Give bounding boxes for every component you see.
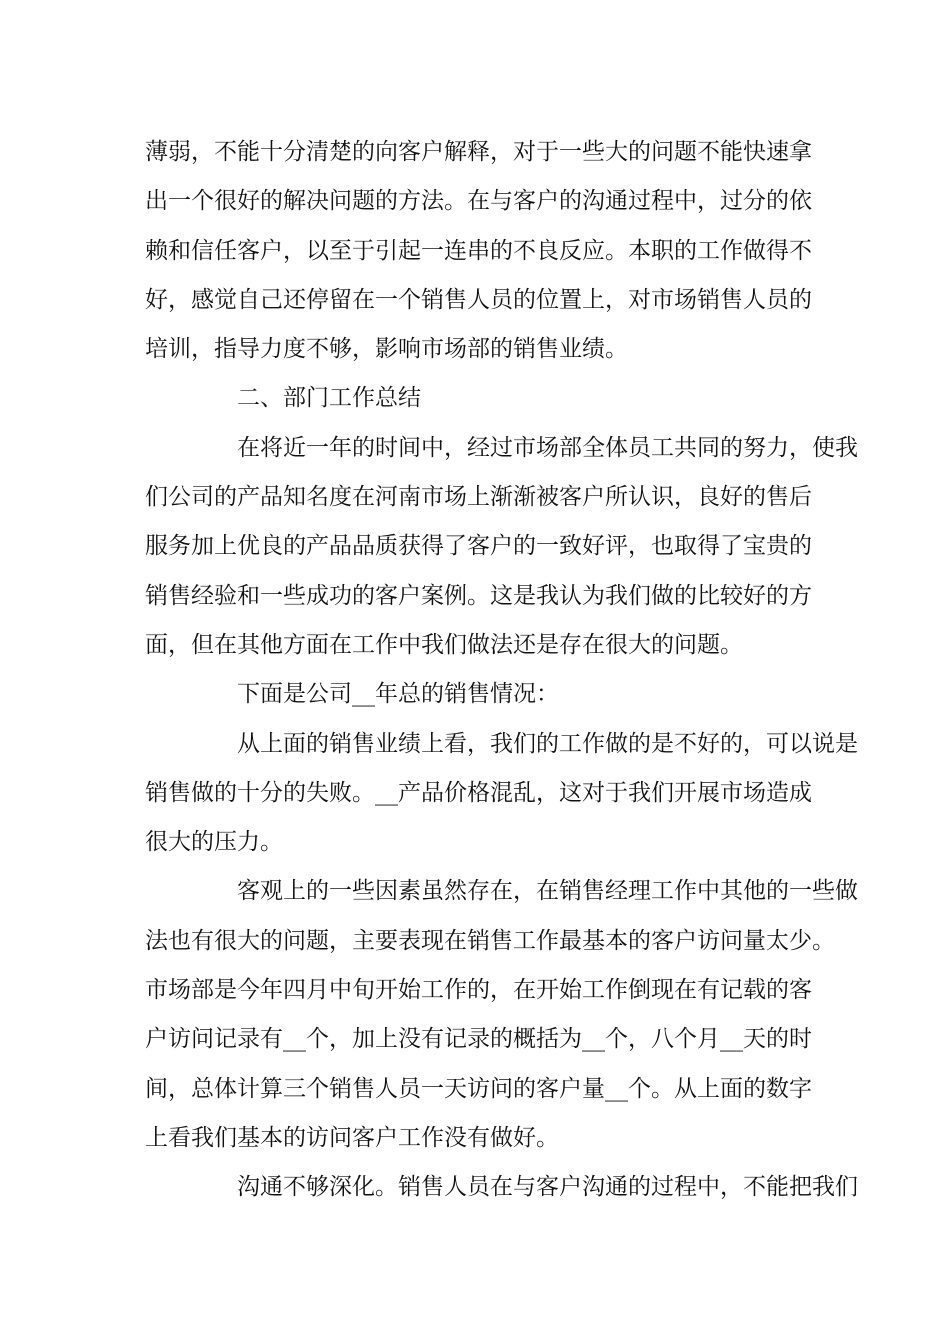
text-line: 赖和信任客户，以至于引起一连串的不良反应。本职的工作做得不: [145, 237, 812, 264]
text-line: 从上面的销售业绩上看，我们的工作做的是不好的，可以说是: [237, 730, 858, 757]
text-line: 很大的压力。: [145, 829, 283, 856]
text-line: 培训，指导力度不够，影响市场部的销售业绩。: [145, 336, 628, 363]
text-line: 好，感觉自己还停留在一个销售人员的位置上，对市场销售人员的: [145, 286, 812, 313]
text-line: 们公司的产品知名度在河南市场上渐渐被客户所认识，良好的售后: [145, 484, 812, 511]
text-line: 销售经验和一些成功的客户案例。这是我认为我们做的比较好的方: [145, 582, 812, 609]
text-line: 下面是公司__年总的销售情况：: [237, 681, 559, 708]
text-line: 市场部是今年四月中旬开始工作的，在开始工作倒现在有记载的客: [145, 977, 812, 1004]
text-line: 法也有很大的问题，主要表现在销售工作最基本的客户访问量太少。: [145, 927, 835, 954]
text-line: 上看我们基本的访问客户工作没有做好。: [145, 1124, 559, 1151]
text-line: 沟通不够深化。销售人员在与客户沟通的过程中，不能把我们: [237, 1174, 858, 1201]
text-line: 面，但在其他方面在工作中我们做法还是存在很大的问题。: [145, 631, 743, 658]
document-body: [145, 128, 858, 1213]
text-line: 间，总体计算三个销售人员一天访问的客户量__个。从上面的数字: [145, 1075, 812, 1102]
text-line: 服务加上优良的产品品质获得了客户的一致好评，也取得了宝贵的: [145, 533, 812, 560]
text-line: 户访问记录有__个，加上没有记录的概括为__个，八个月__天的时: [145, 1026, 812, 1053]
text-line: 在将近一年的时间中，经过市场部全体员工共同的努力，使我: [237, 434, 858, 461]
text-line: 薄弱，不能十分清楚的向客户解释，对于一些大的问题不能快速拿: [145, 139, 812, 165]
text-line: 出一个很好的解决问题的方法。在与客户的沟通过程中，过分的依: [145, 188, 812, 215]
text-line: 二、部门工作总结: [237, 385, 421, 412]
text-line: 销售做的十分的失败。__产品价格混乱，这对于我们开展市场造成: [145, 779, 812, 806]
text-line: 客观上的一些因素虽然存在，在销售经理工作中其他的一些做: [237, 878, 858, 905]
